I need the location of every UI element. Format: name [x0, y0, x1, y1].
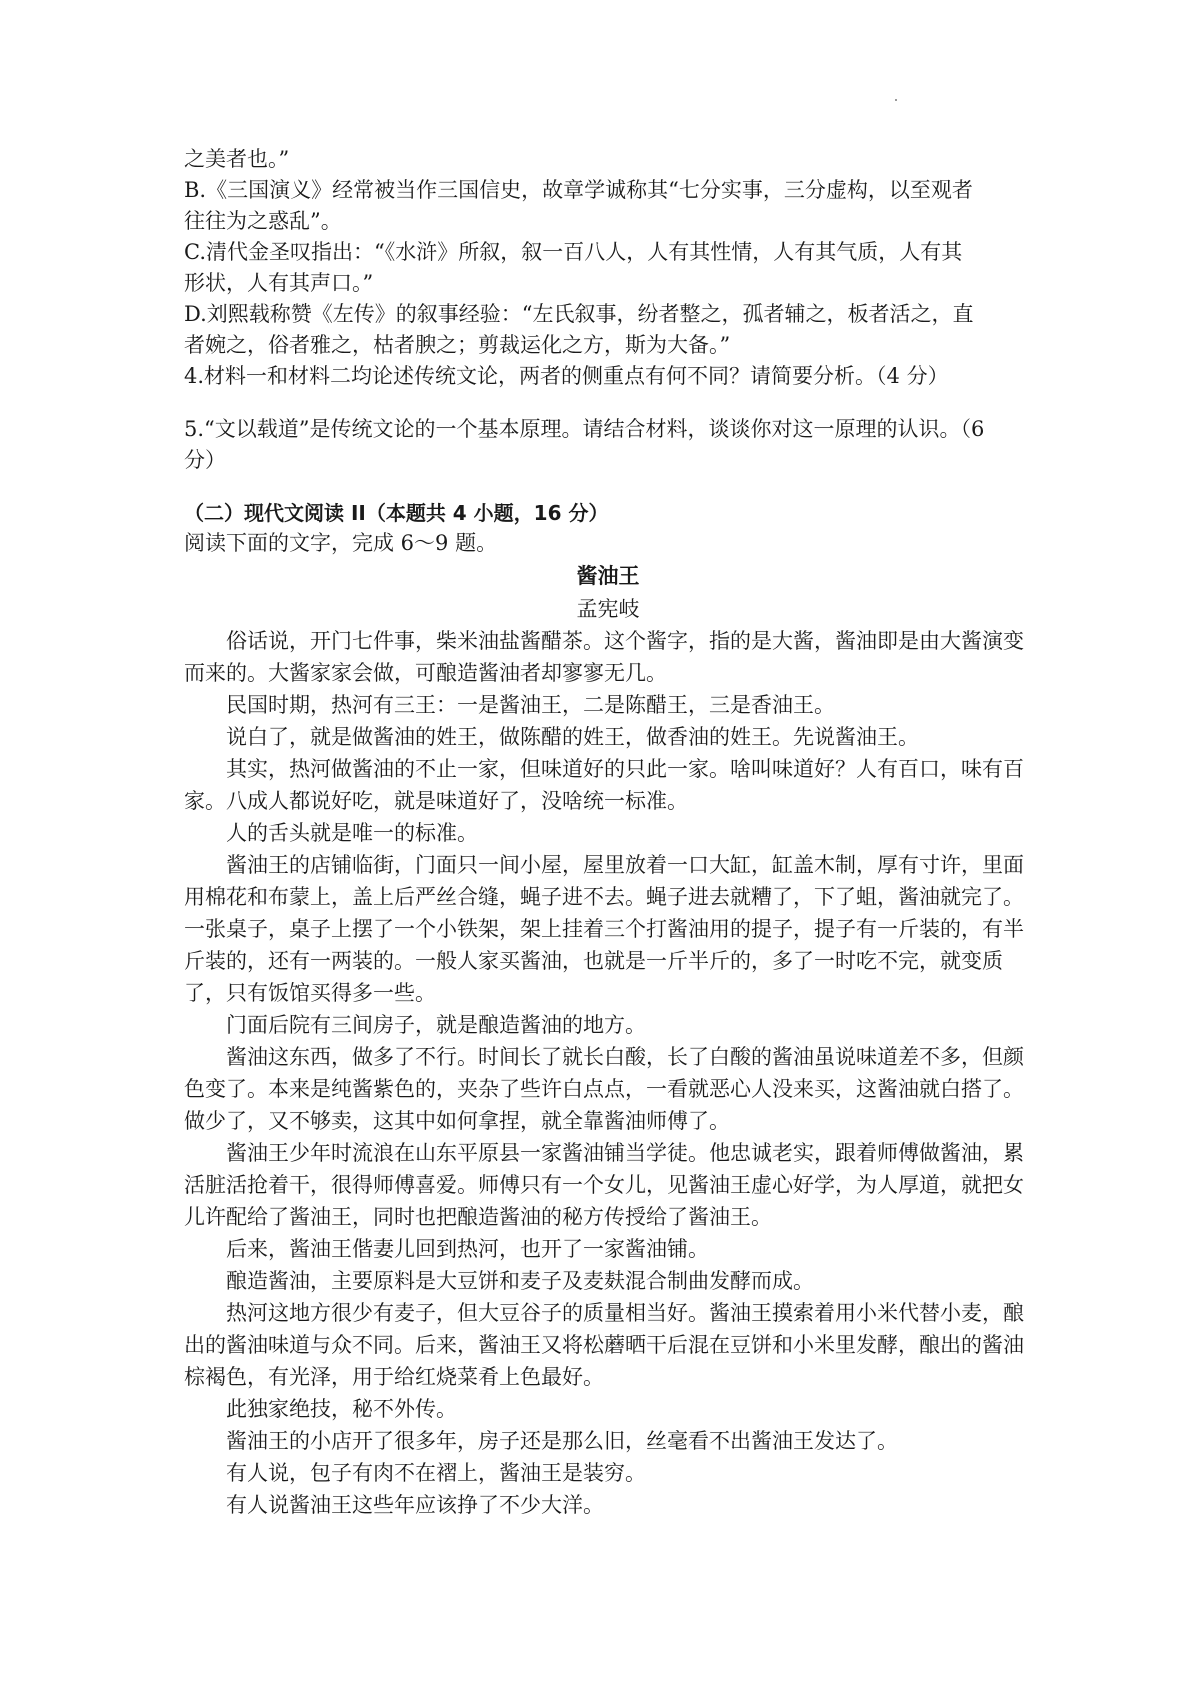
article-paragraph: 门面后院有三间房子，就是酿造酱油的地方。 — [226, 1013, 646, 1037]
option-c — [184, 237, 1032, 299]
article-author: 孟宪岐 — [576, 597, 640, 621]
article-paragraph: 酱油王的店铺临街，门面只一间小屋，屋里放着一口大缸，缸盖木制，厚有寸许，里面用棉花和布蒙上，盖上后严丝合缝，蝇子进不去。蝇子进去就糟了，下了蛆，酱油就完了。一张桌子，桌子上摆了一个小铁架，架上挂着三个打酱油用的提子，提子有一斤装的，有半斤装的，还有一两装的。一般人家买酱油，也就是一斤半斤的，多了一时吃不完，就变质了，只有饭馆买得多一些。 — [184, 853, 1024, 1005]
option-c-line-2: 形状，人有其声口。” — [184, 271, 374, 295]
page-content — [184, 144, 1032, 1521]
article-paragraph: 酱油王少年时流浪在山东平原县一家酱油铺当学徒。他忠诚老实，跟着师傅做酱油，累活脏活抢着干，很得师傅喜爱。师傅只有一个女儿，见酱油王虚心好学，为人厚道，就把女儿许配给了酱油王，同时也把酿造酱油的秘方传授给了酱油王。 — [184, 1141, 1024, 1229]
article-paragraph: 俗话说，开门七件事，柴米油盐酱醋茶。这个酱字，指的是大酱，酱油即是由大酱演变而来的。大酱家家会做，可酿造酱油者却寥寥无几。 — [184, 629, 1024, 685]
option-d-line-1: D.刘熙载称赞《左传》的叙事经验：“左氏叙事，纷者整之，孤者辅之，板者活之，直 — [184, 302, 974, 326]
article-paragraph: 热河这地方很少有麦子，但大豆谷子的质量相当好。酱油王摸索着用小米代替小麦，酿出的酱油味道与众不同。后来，酱油王又将松蘑晒干后混在豆饼和小米里发酵，酿出的酱油棕褐色，有光泽，用于给红烧菜肴上色最好。 — [184, 1301, 1024, 1389]
article-paragraph: 酱油王的小店开了很多年，房子还是那么旧，丝毫看不出酱油王发达了。 — [226, 1429, 898, 1453]
article-body — [184, 625, 1032, 1521]
previous-quote-ending: 之美者也。” — [184, 147, 290, 171]
question-5-line-1: 5.“文以载道”是传统文论的一个基本原理。请结合材料，谈谈你对这一原理的认识。（6 — [184, 417, 985, 441]
article-paragraph: 酿造酱油，主要原料是大豆饼和麦子及麦麸混合制曲发酵而成。 — [226, 1269, 814, 1293]
question-5 — [184, 414, 1032, 476]
scan-speck — [895, 99, 897, 101]
article-paragraph: 其实，热河做酱油的不止一家，但味道好的只此一家。啥叫味道好？人有百口，味有百家。八成人都说好吃，就是味道好了，没啥统一标准。 — [184, 757, 1024, 813]
article-paragraph: 人的舌头就是唯一的标准。 — [226, 821, 478, 845]
article-paragraph: 民国时期，热河有三王：一是酱油王，二是陈醋王，三是香油王。 — [226, 693, 835, 717]
option-b — [184, 175, 1032, 237]
article-paragraph: 有人说，包子有肉不在褶上，酱油王是装穷。 — [226, 1461, 646, 1485]
question-5-line-2: 分） — [184, 448, 226, 472]
article-paragraph: 后来，酱油王偕妻儿回到热河，也开了一家酱油铺。 — [226, 1237, 709, 1261]
section-heading: （二）现代文阅读 II（本题共 4 小题，16 分） — [184, 501, 609, 525]
article-paragraph: 此独家绝技，秘不外传。 — [226, 1397, 457, 1421]
option-d-line-2: 者婉之，俗者雅之，枯者腴之；剪裁运化之方，斯为大备。” — [184, 333, 731, 357]
option-b-line-1: B.《三国演义》经常被当作三国信史，故章学诚称其“七分实事，三分虚构，以至观者 — [184, 178, 973, 202]
section-instruction: 阅读下面的文字，完成 6～9 题。 — [184, 531, 498, 555]
option-d — [184, 299, 1032, 361]
article-title: 酱油王 — [576, 564, 640, 588]
question-4: 4.材料一和材料二均论述传统文论，两者的侧重点有何不同？请简要分析。（4 分） — [184, 364, 949, 388]
option-b-line-2: 往往为之惑乱”。 — [184, 209, 342, 233]
option-c-line-1: C.清代金圣叹指出：“《水浒》所叙，叙一百八人，人有其性情，人有其气质，人有其 — [184, 240, 963, 264]
article-paragraph: 说白了，就是做酱油的姓王，做陈醋的姓王，做香油的姓王。先说酱油王。 — [226, 725, 919, 749]
article-paragraph: 有人说酱油王这些年应该挣了不少大洋。 — [226, 1493, 604, 1517]
article-paragraph: 酱油这东西，做多了不行。时间长了就长白酸，长了白酸的酱油虽说味道差不多，但颜色变了。本来是纯酱紫色的，夹杂了些许白点点，一看就恶心人没来买，这酱油就白搭了。做少了，又不够卖，这其中如何拿捏，就全靠酱油师傅了。 — [184, 1045, 1024, 1133]
